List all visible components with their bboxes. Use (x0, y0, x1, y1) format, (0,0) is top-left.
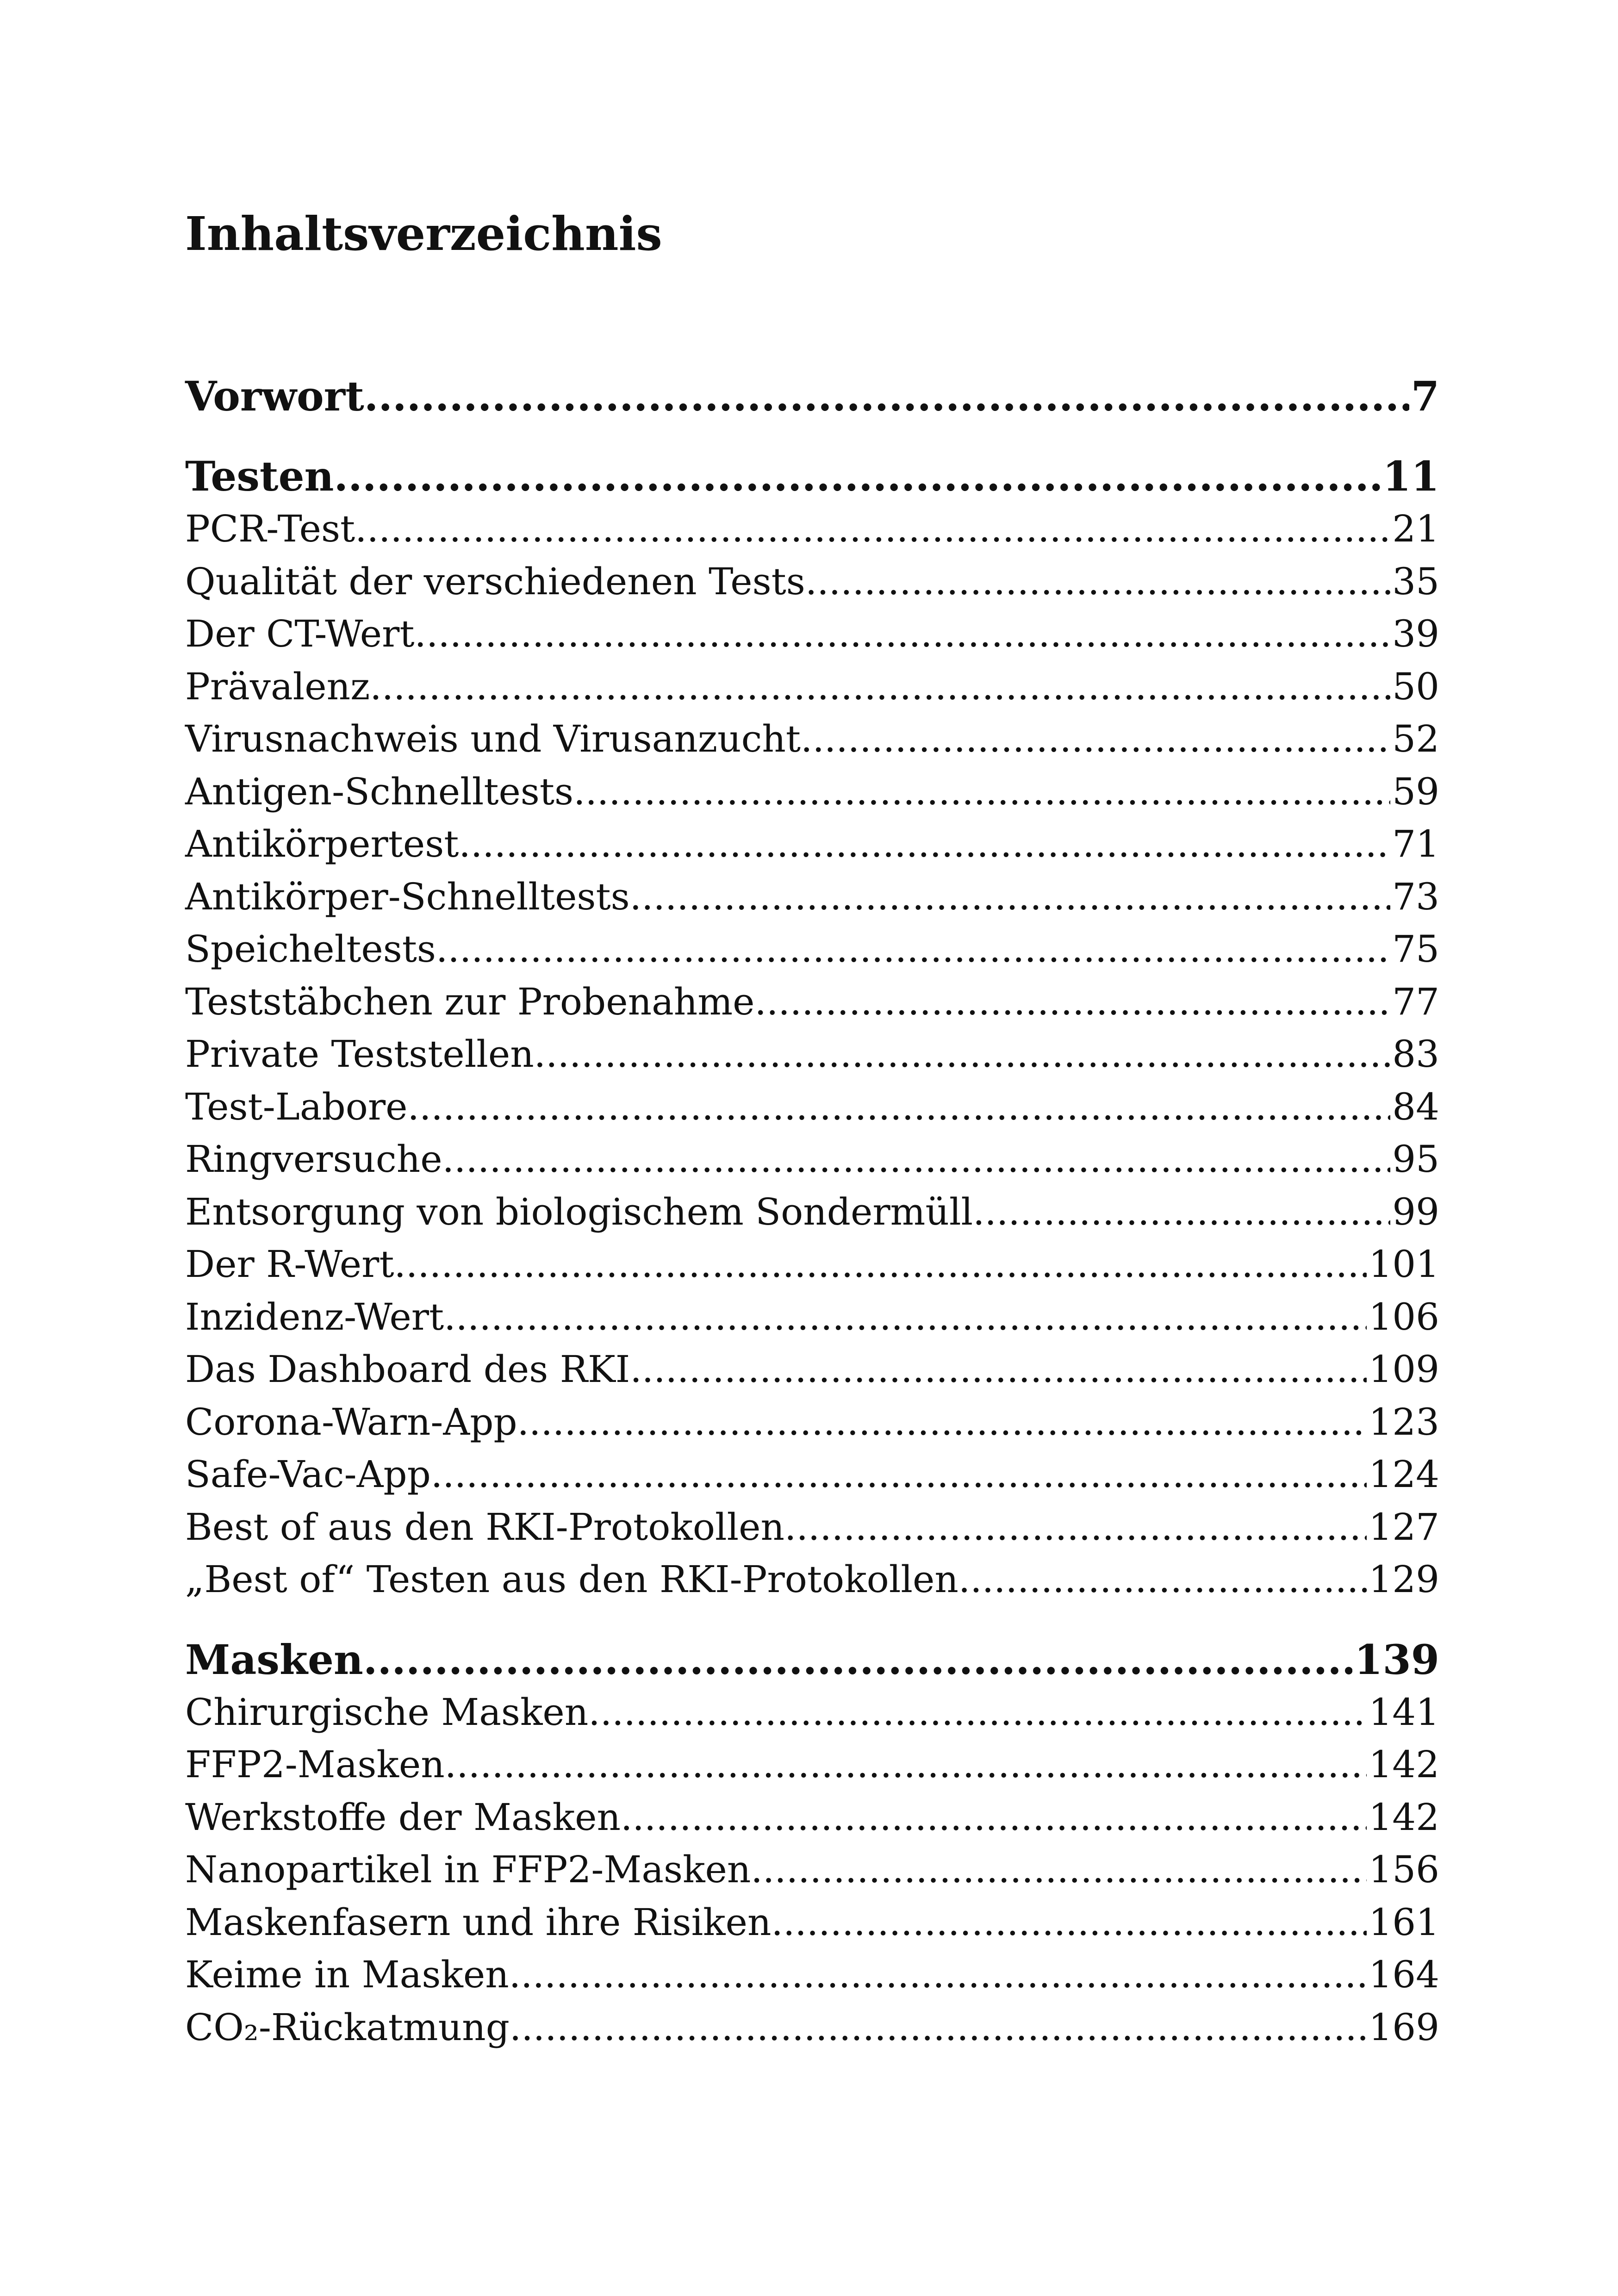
section-page-number: 73 (1392, 875, 1439, 918)
section-page-number: 142 (1369, 1795, 1439, 1839)
section-page-number: 123 (1369, 1400, 1439, 1444)
section-title: PCR-Test (185, 507, 355, 550)
leader-dots (442, 1133, 1391, 1186)
section-title: CO₂-Rückatmung (185, 2005, 510, 2049)
leader-dots (415, 608, 1391, 660)
section-title: Werkstoffe der Masken (185, 1795, 621, 1839)
section-page-number: 71 (1392, 822, 1439, 865)
leader-dots (534, 1028, 1390, 1081)
section-page-number: 164 (1369, 1953, 1439, 1996)
leader-dots (363, 1634, 1352, 1686)
toc-section[interactable] (185, 2001, 1439, 2054)
chapter-title: Vorwort (185, 372, 364, 420)
leader-dots (621, 1791, 1367, 1844)
section-page-number: 77 (1392, 980, 1439, 1023)
section-page-number: 39 (1392, 612, 1439, 655)
toc-section[interactable] (185, 1948, 1439, 2001)
toc-section[interactable] (185, 1238, 1439, 1291)
leader-dots (445, 1738, 1367, 1791)
section-title: Antikörpertest (185, 822, 459, 865)
section-page-number: 101 (1369, 1243, 1439, 1286)
toc-chapter-vorwort[interactable] (185, 370, 1439, 423)
leader-dots (958, 1553, 1367, 1606)
toc-section[interactable] (185, 1501, 1439, 1554)
leader-dots (772, 1896, 1367, 1949)
section-page-number: 50 (1392, 665, 1439, 708)
leader-dots (630, 1343, 1367, 1396)
toc-section[interactable] (185, 503, 1439, 555)
chapter-page-number: 11 (1382, 452, 1439, 500)
leader-dots (630, 871, 1391, 923)
section-page-number: 83 (1392, 1033, 1439, 1076)
section-page-number: 59 (1392, 770, 1439, 813)
toc-section[interactable] (185, 1686, 1439, 1739)
toc-section[interactable] (185, 713, 1439, 765)
section-page-number: 109 (1369, 1348, 1439, 1391)
page-title: Inhaltsverzeichnis (185, 206, 662, 261)
toc-section[interactable] (185, 765, 1439, 818)
leader-dots (459, 818, 1390, 871)
section-title: Der R-Wert (185, 1243, 394, 1286)
section-title: Private Teststellen (185, 1033, 534, 1076)
toc-section[interactable] (185, 1133, 1439, 1186)
leader-dots (334, 450, 1381, 503)
section-title: Nanopartikel in FFP2-Masken (185, 1848, 751, 1891)
section-title: Ringversuche (185, 1138, 442, 1181)
toc-section[interactable] (185, 555, 1439, 608)
section-title: Best of aus den RKI-Protokollen (185, 1505, 785, 1549)
section-page-number: 21 (1392, 507, 1439, 550)
section-title: Corona-Warn-App (185, 1400, 517, 1444)
section-title: Prävalenz (185, 665, 370, 708)
section-title: Safe-Vac-App (185, 1453, 431, 1496)
section-title: „Best of“ Testen aus den RKI-Protokollen (185, 1558, 958, 1601)
leader-dots (394, 1238, 1367, 1291)
section-title: Entsorgung von biologischem Sondermüll (185, 1190, 973, 1233)
leader-dots (431, 1448, 1367, 1501)
chapter-title: Masken (185, 1635, 363, 1684)
section-page-number: 35 (1392, 560, 1439, 603)
toc-section[interactable] (185, 976, 1439, 1028)
toc-section[interactable] (185, 871, 1439, 923)
chapter-gap (185, 423, 1439, 450)
section-title: Virusnachweis und Virusanzucht (185, 717, 801, 760)
leader-dots (805, 555, 1390, 608)
section-page-number: 127 (1369, 1505, 1439, 1549)
toc-section[interactable] (185, 1081, 1439, 1133)
chapter-gap (185, 1606, 1439, 1634)
section-title: Test-Labore (185, 1085, 408, 1128)
leader-dots (510, 2001, 1367, 2054)
section-page-number: 161 (1369, 1900, 1439, 1944)
section-title: Antikörper-Schnelltests (185, 875, 630, 918)
leader-dots (755, 976, 1391, 1028)
toc-section[interactable] (185, 1896, 1439, 1949)
toc-section[interactable] (185, 1791, 1439, 1844)
toc-section[interactable] (185, 1343, 1439, 1396)
section-title: Qualität der verschiedenen Tests (185, 560, 805, 603)
leader-dots (573, 765, 1390, 818)
toc-section[interactable] (185, 1843, 1439, 1896)
section-page-number: 99 (1392, 1190, 1439, 1233)
section-page-number: 124 (1369, 1453, 1439, 1496)
section-title: FFP2-Masken (185, 1743, 445, 1786)
toc-section[interactable] (185, 660, 1439, 713)
section-page-number: 142 (1369, 1743, 1439, 1786)
section-page-number: 141 (1369, 1690, 1439, 1734)
section-title: Maskenfasern und ihre Risiken (185, 1900, 772, 1944)
section-title: Das Dashboard des RKI (185, 1348, 630, 1391)
toc-chapter-masken[interactable] (185, 1634, 1439, 1686)
leader-dots (370, 660, 1390, 713)
chapter-title: Testen (185, 452, 334, 500)
section-page-number: 95 (1392, 1138, 1439, 1181)
section-page-number: 106 (1369, 1295, 1439, 1338)
leader-dots (973, 1186, 1390, 1238)
section-title: Speicheltests (185, 927, 436, 971)
chapter-page-number: 7 (1411, 372, 1439, 420)
section-page-number: 169 (1369, 2005, 1439, 2049)
toc-list (185, 370, 1439, 2053)
leader-dots (436, 923, 1390, 976)
section-title: Chirurgische Masken (185, 1690, 589, 1734)
section-title: Antigen-Schnelltests (185, 770, 574, 813)
toc-section[interactable] (185, 923, 1439, 976)
toc-section[interactable] (185, 1553, 1439, 1606)
toc-section[interactable] (185, 1186, 1439, 1238)
leader-dots (355, 503, 1390, 555)
chapter-page-number: 139 (1354, 1635, 1439, 1684)
toc-section[interactable] (185, 818, 1439, 871)
toc-section[interactable] (185, 1291, 1439, 1344)
leader-dots (509, 1948, 1367, 2001)
section-title: Keime in Masken (185, 1953, 509, 1996)
section-page-number: 84 (1392, 1085, 1439, 1128)
section-title: Teststäbchen zur Probenahme (185, 980, 755, 1023)
toc-chapter-testen[interactable] (185, 450, 1439, 503)
leader-dots (588, 1686, 1367, 1739)
toc-section[interactable] (185, 1738, 1439, 1791)
leader-dots (517, 1396, 1367, 1449)
leader-dots (444, 1291, 1367, 1344)
toc-section[interactable] (185, 608, 1439, 660)
leader-dots (364, 370, 1409, 423)
leader-dots (751, 1843, 1367, 1896)
section-title: Inzidenz-Wert (185, 1295, 444, 1338)
toc-section[interactable] (185, 1448, 1439, 1501)
leader-dots (801, 713, 1390, 765)
toc-section[interactable] (185, 1396, 1439, 1449)
section-page-number: 52 (1392, 717, 1439, 760)
section-page-number: 129 (1369, 1558, 1439, 1601)
section-page-number: 156 (1369, 1848, 1439, 1891)
toc-section[interactable] (185, 1028, 1439, 1081)
section-page-number: 75 (1392, 927, 1439, 971)
leader-dots (408, 1081, 1391, 1133)
leader-dots (784, 1501, 1367, 1554)
section-title: Der CT-Wert (185, 612, 415, 655)
